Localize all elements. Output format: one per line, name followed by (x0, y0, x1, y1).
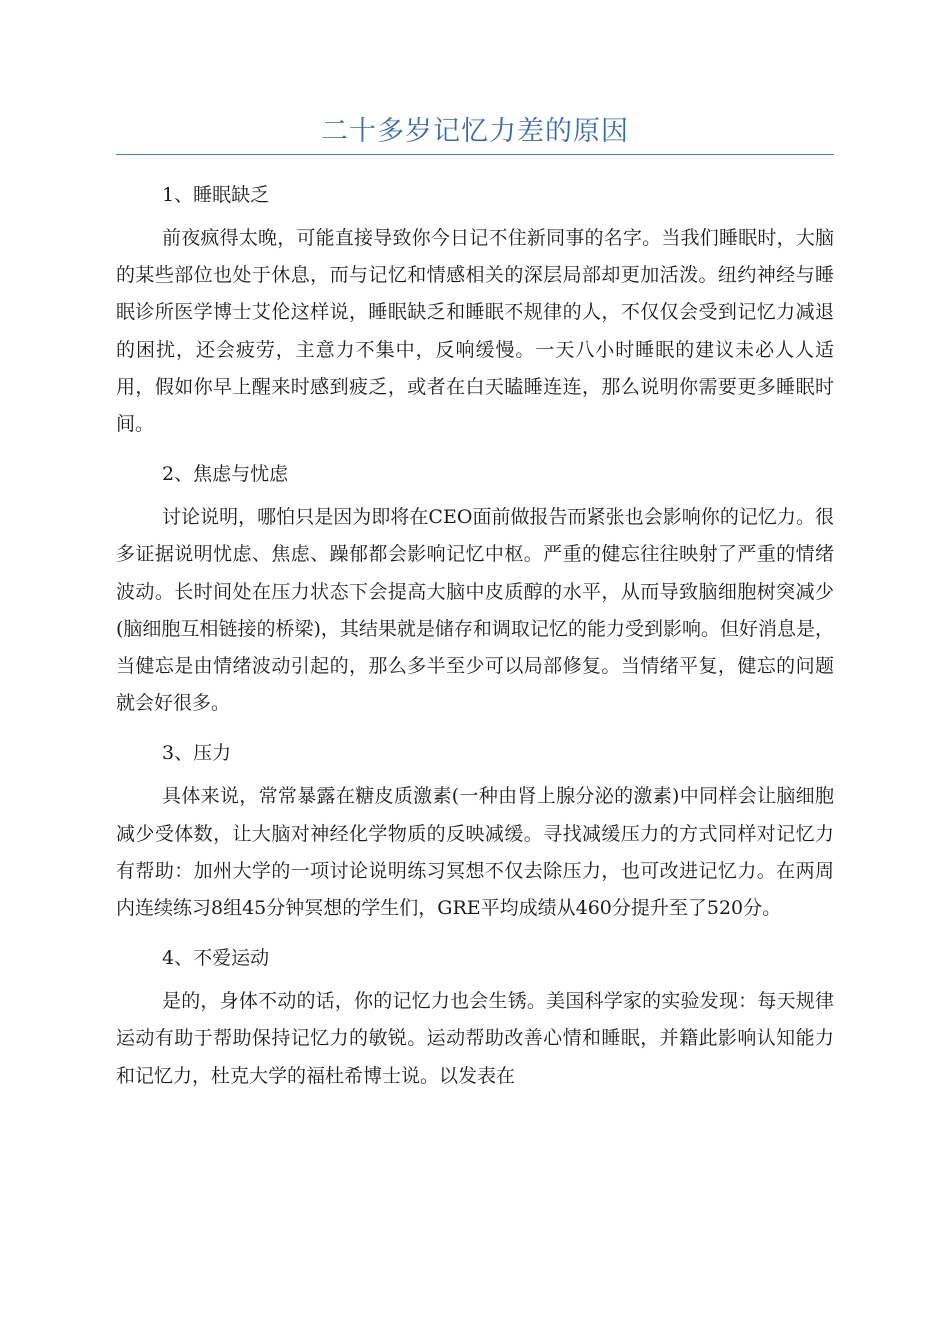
section-heading: 1、睡眠缺乏 (162, 184, 270, 206)
section-no-exercise (116, 933, 834, 1095)
section-sleep-deprivation (116, 170, 834, 443)
section-heading: 2、焦虑与忧虑 (162, 463, 289, 486)
section-stress (116, 728, 834, 927)
section-paragraph: 具体来说，常常暴露在糖皮质激素(一种由肾上腺分泌的激素)中同样会让脑细胞减少受体数，让大脑对神经化学物质的反映减缓。寻找减缓压力的方式同样对记忆力有帮助：加州大学的一项讨论说明练习冥想不仅去除压力，也可改进记忆力。在两周内连续练习8组45分钟冥想的学生们，GRE平均成绩从460分提升至了520分。 (116, 785, 834, 920)
section-paragraph: 前夜疯得太晚，可能直接导致你今日记不住新同事的名字。当我们睡眠时，大脑的某些部位也处于休息，而与记忆和情感相关的深层局部却更加活泼。纽约神经与睡眠诊所医学博士艾伦这样说，睡眠缺乏和睡眠不规律的人，不仅仅会受到记忆力减退的困扰，还会疲劳，主意力不集中，反响缓慢。一天八小时睡眠的建议未必人人适用，假如你早上醒来时感到疲乏，或者在白天瞌睡连连，那么说明你需要更多睡眠时间。 (116, 227, 834, 436)
document-body (116, 170, 834, 1101)
page-title: 二十多岁记忆力差的原因 (321, 116, 629, 147)
section-paragraph: 是的，身体不动的话，你的记忆力也会生锈。美国科学家的实验发现：每天规律运动有助于帮助保持记忆力的敏锐。运动帮助改善心情和睡眠，并籍此影响认知能力和记忆力，杜克大学的福杜希博士说。以发表在 (116, 990, 834, 1087)
section-anxiety-worry (116, 449, 834, 722)
section-heading: 3、压力 (162, 742, 232, 765)
section-heading: 4、不爱运动 (162, 947, 270, 970)
section-paragraph: 讨论说明，哪怕只是因为即将在CEO面前做报告而紧张也会影响你的记忆力。很多证据说明忧虑、焦虑、躁郁都会影响记忆中枢。严重的健忘往往映射了严重的情绪波动。长时间处在压力状态下会提高大脑中皮质醇的水平，从而导致脑细胞树突减少(脑细胞互相链接的桥梁)，其结果就是储存和调取记忆的能力受到影响。但好消息是，当健忘是由情绪波动引起的，那么多半至少可以局部修复。当情绪平复，健忘的问题就会好很多。 (116, 506, 834, 715)
title-underline (116, 154, 834, 155)
